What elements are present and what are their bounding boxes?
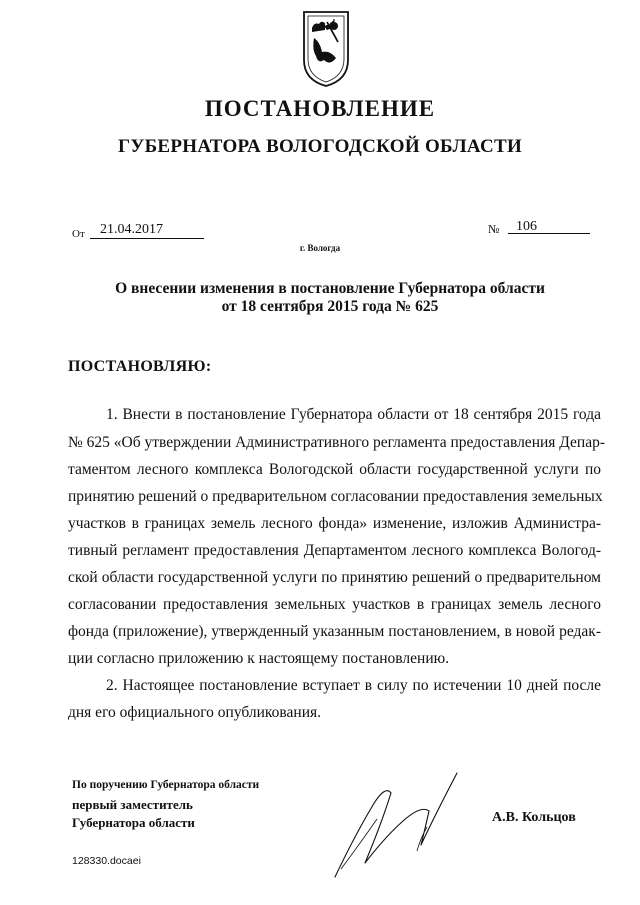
document-type-title: ПОСТАНОВЛЕНИЕ [204,96,436,121]
decree-word: ПОСТАНОВЛЯЮ: [68,358,212,375]
body-line: 2. Настоящее постановление вступает в силу по истечении 10 дней после [106,677,601,694]
number-label: № [488,222,500,236]
number-underline [508,233,590,234]
document-heading-line: от 18 сентября 2015 года № 625 [221,298,439,315]
body-line: тивный регламент предоставления Департаментом лесного комплекса Вологод- [68,542,601,559]
issuing-authority: ГУБЕРНАТОРА ВОЛОГОДСКОЙ ОБЛАСТИ [117,136,523,157]
body-line: № 625 «Об утверждении Административного регламента предоставления Депар- [68,434,606,451]
signatory-mandate: По поручению Губернатора области [72,779,260,791]
document-heading-line: О внесении изменения в постановление Губернатора области [115,280,545,297]
date-label: От [72,228,85,240]
coat-of-arms-icon [300,8,352,88]
body-line: ции согласно приложению к настоящему постановлению. [68,650,450,667]
body-line: согласовании предоставления земельных участков в границах земель лесного [68,596,601,613]
signatory-position: Губернатора области [72,815,195,830]
body-line: 1. Внести в постановление Губернатора области от 18 сентября 2015 года [106,406,601,423]
signatory-position: первый заместитель [72,797,193,812]
date-underline [90,238,204,239]
document-number: 106 [516,219,537,234]
handwritten-signature [325,765,475,883]
body-line: ской области государственной услуги по принятию решений о предварительном [68,569,601,586]
document-date: 21.04.2017 [100,222,163,237]
body-line: участков в границах земель лесного фонда» изменение, изложив Администра- [68,515,601,532]
body-line: таментом лесного комплекса Вологодской области государственной услуги по [68,461,601,478]
file-code: 128330.docaei [72,855,141,867]
document-heading [60,280,600,316]
body-line: дня его официального опубликования. [68,704,322,721]
body-line: принятию решений о предварительном согласовании предоставления земельных [68,488,603,505]
city: г. Вологда [299,243,341,253]
signer-name: А.В. Кольцов [492,810,576,825]
body-line: фонда (приложение), утвержденный указанным постановлением, в новой редак- [68,623,601,640]
